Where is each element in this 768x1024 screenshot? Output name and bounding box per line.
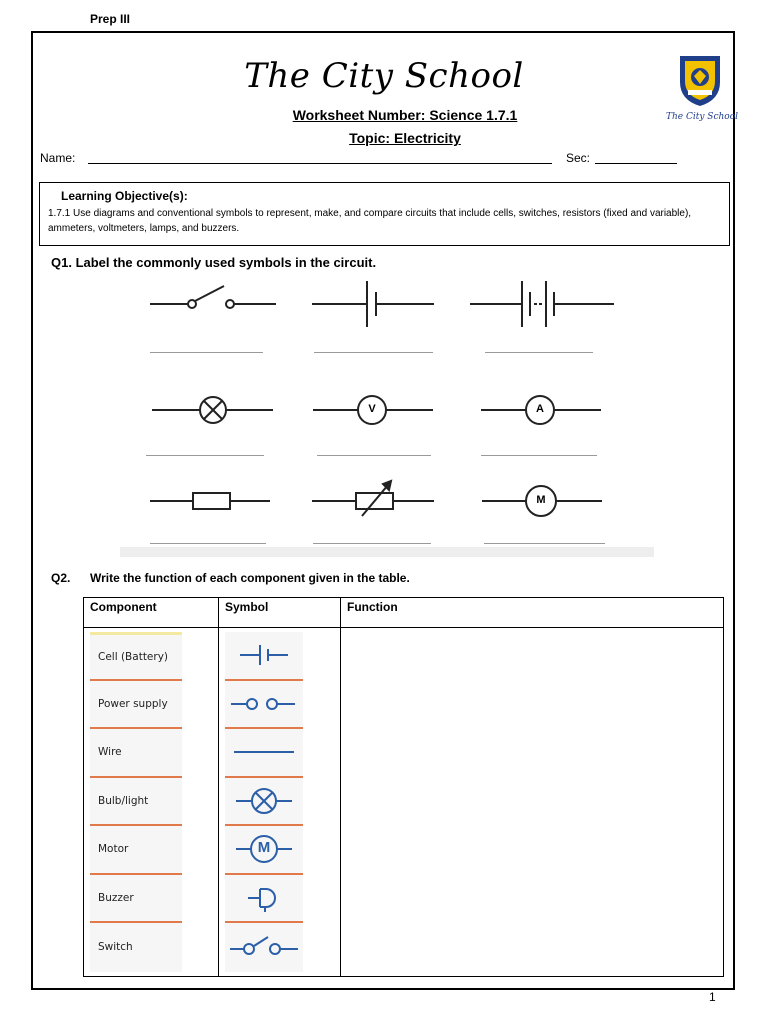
fixed-resistor-symbol-icon (150, 493, 270, 509)
component-motor: Motor (90, 826, 182, 875)
component-list (90, 632, 182, 972)
cell-symbol-icon (312, 281, 434, 327)
lamp-symbol-icon (225, 778, 303, 827)
header-function: Function (341, 598, 724, 628)
ammeter-letter: A (536, 403, 544, 415)
question-1-label: Q1. Label the commonly used symbols in the circuit. (51, 255, 377, 270)
wire-symbol-icon (225, 729, 303, 778)
open-switch-symbol-icon (150, 286, 276, 308)
topic-heading: Topic: Electricity (349, 130, 461, 146)
answer-line[interactable] (314, 352, 433, 353)
power-supply-symbol-icon (225, 681, 303, 730)
component-column (84, 628, 219, 977)
question-2-number: Q2. (51, 571, 71, 585)
answer-line[interactable] (313, 543, 431, 544)
component-wire: Wire (90, 729, 182, 778)
answer-line[interactable] (150, 352, 263, 353)
component-switch: Switch (98, 941, 133, 954)
answer-line[interactable] (484, 543, 605, 544)
battery-symbol-icon (470, 281, 614, 327)
answer-line[interactable] (317, 455, 431, 456)
worksheet-number: Worksheet Number: Science 1.7.1 (292, 107, 518, 123)
learning-objective-title: Learning Objective(s): (61, 189, 188, 203)
component-table (83, 597, 724, 977)
school-name: The City School (244, 56, 524, 96)
motor-symbol-icon (225, 826, 303, 875)
variable-resistor-symbol-icon (312, 481, 434, 516)
component-buzzer: Buzzer (90, 875, 182, 924)
cell-symbol-icon (225, 632, 303, 681)
name-label: Name: (40, 151, 76, 165)
image-edge-band (120, 547, 654, 557)
answer-line[interactable] (150, 543, 266, 544)
answer-line[interactable] (485, 352, 593, 353)
header-symbol: Symbol (219, 598, 341, 628)
class-level: Prep III (90, 12, 131, 26)
lamp-symbol-icon (152, 397, 273, 423)
component-bulb-light: Bulb/light (90, 778, 182, 827)
switch-symbol-icon (225, 923, 303, 972)
section-label: Sec: (566, 151, 591, 165)
component-cell-battery: Cell (Battery) (90, 632, 182, 681)
function-answer-area[interactable] (341, 628, 724, 977)
symbol-list (225, 632, 303, 972)
logo-caption: The City School (665, 112, 739, 122)
symbol-column (219, 628, 341, 977)
buzzer-symbol-icon (225, 875, 303, 924)
answer-line[interactable] (146, 455, 264, 456)
motor-symbol-letter: M (257, 839, 271, 856)
voltmeter-letter: V (368, 403, 376, 415)
learning-objective-text: 1.7.1 Use diagrams and conventional symbols to represent, make, and compare circuits that include cells, switches, resistors (fixed and variable), ammeters, voltmeters, lamps, and buzzers. (48, 208, 692, 234)
question-2-instruction: Write the function of each component given in the table. (90, 571, 410, 585)
header-component: Component (84, 598, 219, 628)
component-power-supply: Power supply (90, 681, 182, 730)
answer-line[interactable] (481, 455, 597, 456)
page-number: 1 (709, 990, 716, 1004)
motor-letter: M (536, 494, 546, 506)
